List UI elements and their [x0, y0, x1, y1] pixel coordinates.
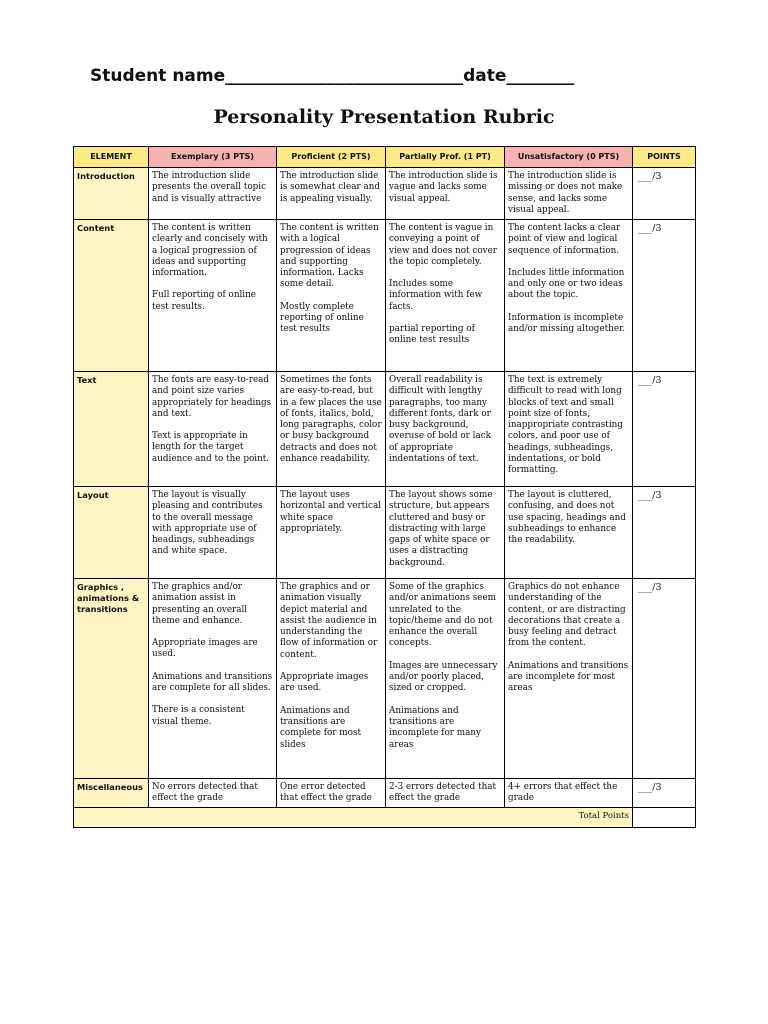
criteria-cell	[277, 168, 386, 220]
paragraph-gap	[152, 627, 273, 638]
criteria-cell	[386, 168, 505, 220]
header-element: ELEMENT	[74, 147, 149, 168]
points-blank[interactable]: ___/3	[638, 223, 662, 234]
points-cell	[633, 372, 696, 487]
criteria-text: Animations and transitions are incomplete for most areas	[508, 660, 629, 694]
criteria-cell	[277, 779, 386, 808]
header-proficient: Proficient (2 PTS)	[277, 147, 386, 168]
criteria-text: The fonts are easy-to-read and point size varies appropriately for headings and text.	[152, 375, 272, 419]
table-row	[74, 779, 696, 808]
criteria-cell	[505, 779, 633, 808]
criteria-cell	[386, 487, 505, 579]
table-row	[74, 220, 696, 372]
points-cell	[633, 779, 696, 808]
criteria-text: partial reporting of online test results	[389, 324, 475, 346]
paragraph-gap	[152, 420, 273, 431]
criteria-text: Some of the graphics and/or animations seem unrelated to the topic/theme and do not enhance the overall concepts.	[389, 582, 497, 649]
header-exemplary: Exemplary (3 PTS)	[149, 147, 277, 168]
criteria-text: Includes little information and only one or two ideas about the topic.	[508, 267, 625, 301]
paragraph-gap	[152, 661, 273, 672]
criteria-cell	[386, 579, 505, 779]
criteria-cell	[277, 372, 386, 487]
table-row	[74, 168, 696, 220]
criteria-text: The layout uses horizontal and vertical white space appropriately.	[280, 490, 382, 534]
criteria-cell	[149, 579, 277, 779]
element-cell: Introduction	[74, 168, 149, 220]
paragraph-gap	[152, 279, 273, 290]
points-cell	[633, 487, 696, 579]
paragraph-gap	[389, 268, 501, 279]
criteria-text: Appropriate images are used.	[152, 638, 258, 660]
criteria-text: The graphics and or animation visually depict material and assist the audience in understanding the flow of information or content.	[280, 582, 378, 660]
criteria-cell	[505, 372, 633, 487]
criteria-text: There is a consistent visual theme.	[152, 705, 245, 727]
points-cell	[633, 168, 696, 220]
points-cell	[633, 579, 696, 779]
criteria-cell	[149, 487, 277, 579]
total-row	[74, 807, 696, 827]
criteria-cell	[149, 168, 277, 220]
paragraph-gap	[389, 695, 501, 706]
criteria-text: The introduction slide presents the overall topic and is visually attractive	[152, 171, 267, 204]
criteria-cell	[149, 779, 277, 808]
element-cell: Text	[74, 372, 149, 487]
criteria-cell	[386, 779, 505, 808]
criteria-text: The content lacks a clear point of view and logical sequence of information.	[508, 223, 621, 256]
criteria-text: Images are unnecessary and/or poorly placed, sized or cropped.	[389, 660, 498, 694]
points-blank[interactable]: ___/3	[638, 171, 662, 182]
total-points-blank[interactable]	[633, 807, 696, 827]
points-blank[interactable]: ___/3	[638, 782, 662, 793]
criteria-text: 2-3 errors detected that effect the grade	[389, 782, 497, 804]
criteria-text: Overall readability is difficult with lengthy paragraphs, too many different fonts, dark or busy background, overuse of bold or lack of appropriate indentations of text.	[389, 375, 491, 465]
criteria-text: The text is extremely difficult to read with long blocks of text and small point size of fonts, inappropriate contrasting colors, and poor use of headings, subheadings, indentations, or bold formatting.	[508, 375, 623, 476]
paragraph-gap	[389, 313, 501, 324]
element-cell: Content	[74, 220, 149, 372]
points-cell	[633, 220, 696, 372]
points-blank[interactable]: ___/3	[638, 375, 662, 386]
criteria-cell	[149, 220, 277, 372]
criteria-text: The content is written clearly and concisely with a logical progression of ideas and supporting information.	[152, 223, 268, 279]
criteria-text: Animations and transitions are complete for most slides	[280, 705, 361, 750]
paragraph-gap	[508, 257, 629, 268]
criteria-text: Graphics do not enhance understanding of the content, or are distracting decorations that create a busy feeling and detract from the content.	[508, 582, 626, 649]
points-blank[interactable]: ___/3	[638, 582, 662, 593]
paragraph-gap	[280, 661, 382, 672]
paragraph-gap	[508, 650, 629, 661]
criteria-text: The layout is cluttered, confusing, and does not use spacing, headings and subheadings to enhance the readability.	[508, 490, 626, 546]
criteria-text: Animations and transitions are complete for all slides.	[152, 671, 273, 694]
header-points: POINTS	[633, 147, 696, 168]
table-row	[74, 579, 696, 779]
criteria-text: The content is written with a logical progression of ideas and supporting information. Lacks some detail.	[280, 223, 379, 290]
element-cell: Layout	[74, 487, 149, 579]
paragraph-gap	[152, 694, 273, 705]
criteria-cell	[505, 168, 633, 220]
criteria-text: Animations and transitions are incomplete for many areas	[389, 705, 482, 750]
table-row	[74, 487, 696, 579]
criteria-cell	[386, 372, 505, 487]
criteria-cell	[505, 579, 633, 779]
criteria-text: The introduction slide is vague and lacks some visual appeal.	[389, 171, 498, 204]
criteria-text: Includes some information with few facts.	[389, 279, 483, 312]
header-row	[74, 147, 696, 168]
header-partially-proficient: Partially Prof. (1 PT)	[386, 147, 505, 168]
criteria-text: Appropriate images are used.	[280, 672, 369, 694]
criteria-text: The content is vague in conveying a point of view and does not cover the topic completely.	[389, 223, 497, 267]
total-points-label: Total Points	[74, 807, 633, 827]
criteria-text: No errors detected that effect the grade	[152, 782, 258, 804]
criteria-cell	[277, 487, 386, 579]
criteria-text: The layout is visually pleasing and contributes to the overall message with appropriate use of headings, subheadings and white space.	[152, 490, 263, 557]
criteria-text: Text is appropriate in length for the target audience and to the point.	[152, 431, 270, 464]
criteria-cell	[386, 220, 505, 372]
criteria-text: The graphics and/or animation assist in presenting an overall theme and enhance.	[152, 582, 248, 626]
points-blank[interactable]: ___/3	[638, 490, 662, 501]
criteria-text: 4+ errors that effect the grade	[508, 782, 618, 804]
criteria-text: Sometimes the fonts are easy-to-read, but in a few places the use of fonts, italics, bold, long paragraphs, color or busy background detracts and does not enhance readability.	[280, 375, 382, 465]
paragraph-gap	[389, 650, 501, 661]
criteria-text: Information is incomplete and/or missing altogether.	[508, 312, 626, 335]
paragraph-gap	[280, 291, 382, 302]
paragraph-gap	[508, 302, 629, 313]
criteria-text: The introduction slide is missing or does not make sense, and lacks some visual appeal.	[508, 171, 623, 215]
element-cell: Graphics , animations & transitions	[74, 579, 149, 779]
criteria-text: The introduction slide is somewhat clear and is appealing visually.	[280, 171, 380, 204]
page-title: Personality Presentation Rubric	[213, 106, 555, 128]
header-unsatisfactory: Unsatisfactory (0 PTS)	[505, 147, 633, 168]
rubric-table	[73, 146, 696, 828]
table-row	[74, 372, 696, 487]
criteria-text: Mostly complete reporting of online test results	[280, 301, 364, 335]
element-cell: Miscellaneous	[74, 779, 149, 808]
criteria-cell	[277, 579, 386, 779]
criteria-text: The layout shows some structure, but appears cluttered and busy or distracting with large gaps of white space or uses a distracting background.	[389, 490, 493, 568]
criteria-cell	[505, 487, 633, 579]
criteria-text: One error detected that effect the grade	[280, 782, 372, 804]
criteria-text: Full reporting of online test results.	[152, 290, 256, 312]
student-name-date-line: Student name____________________________date________	[90, 66, 575, 86]
paragraph-gap	[280, 695, 382, 706]
criteria-cell	[277, 220, 386, 372]
criteria-cell	[149, 372, 277, 487]
criteria-cell	[505, 220, 633, 372]
